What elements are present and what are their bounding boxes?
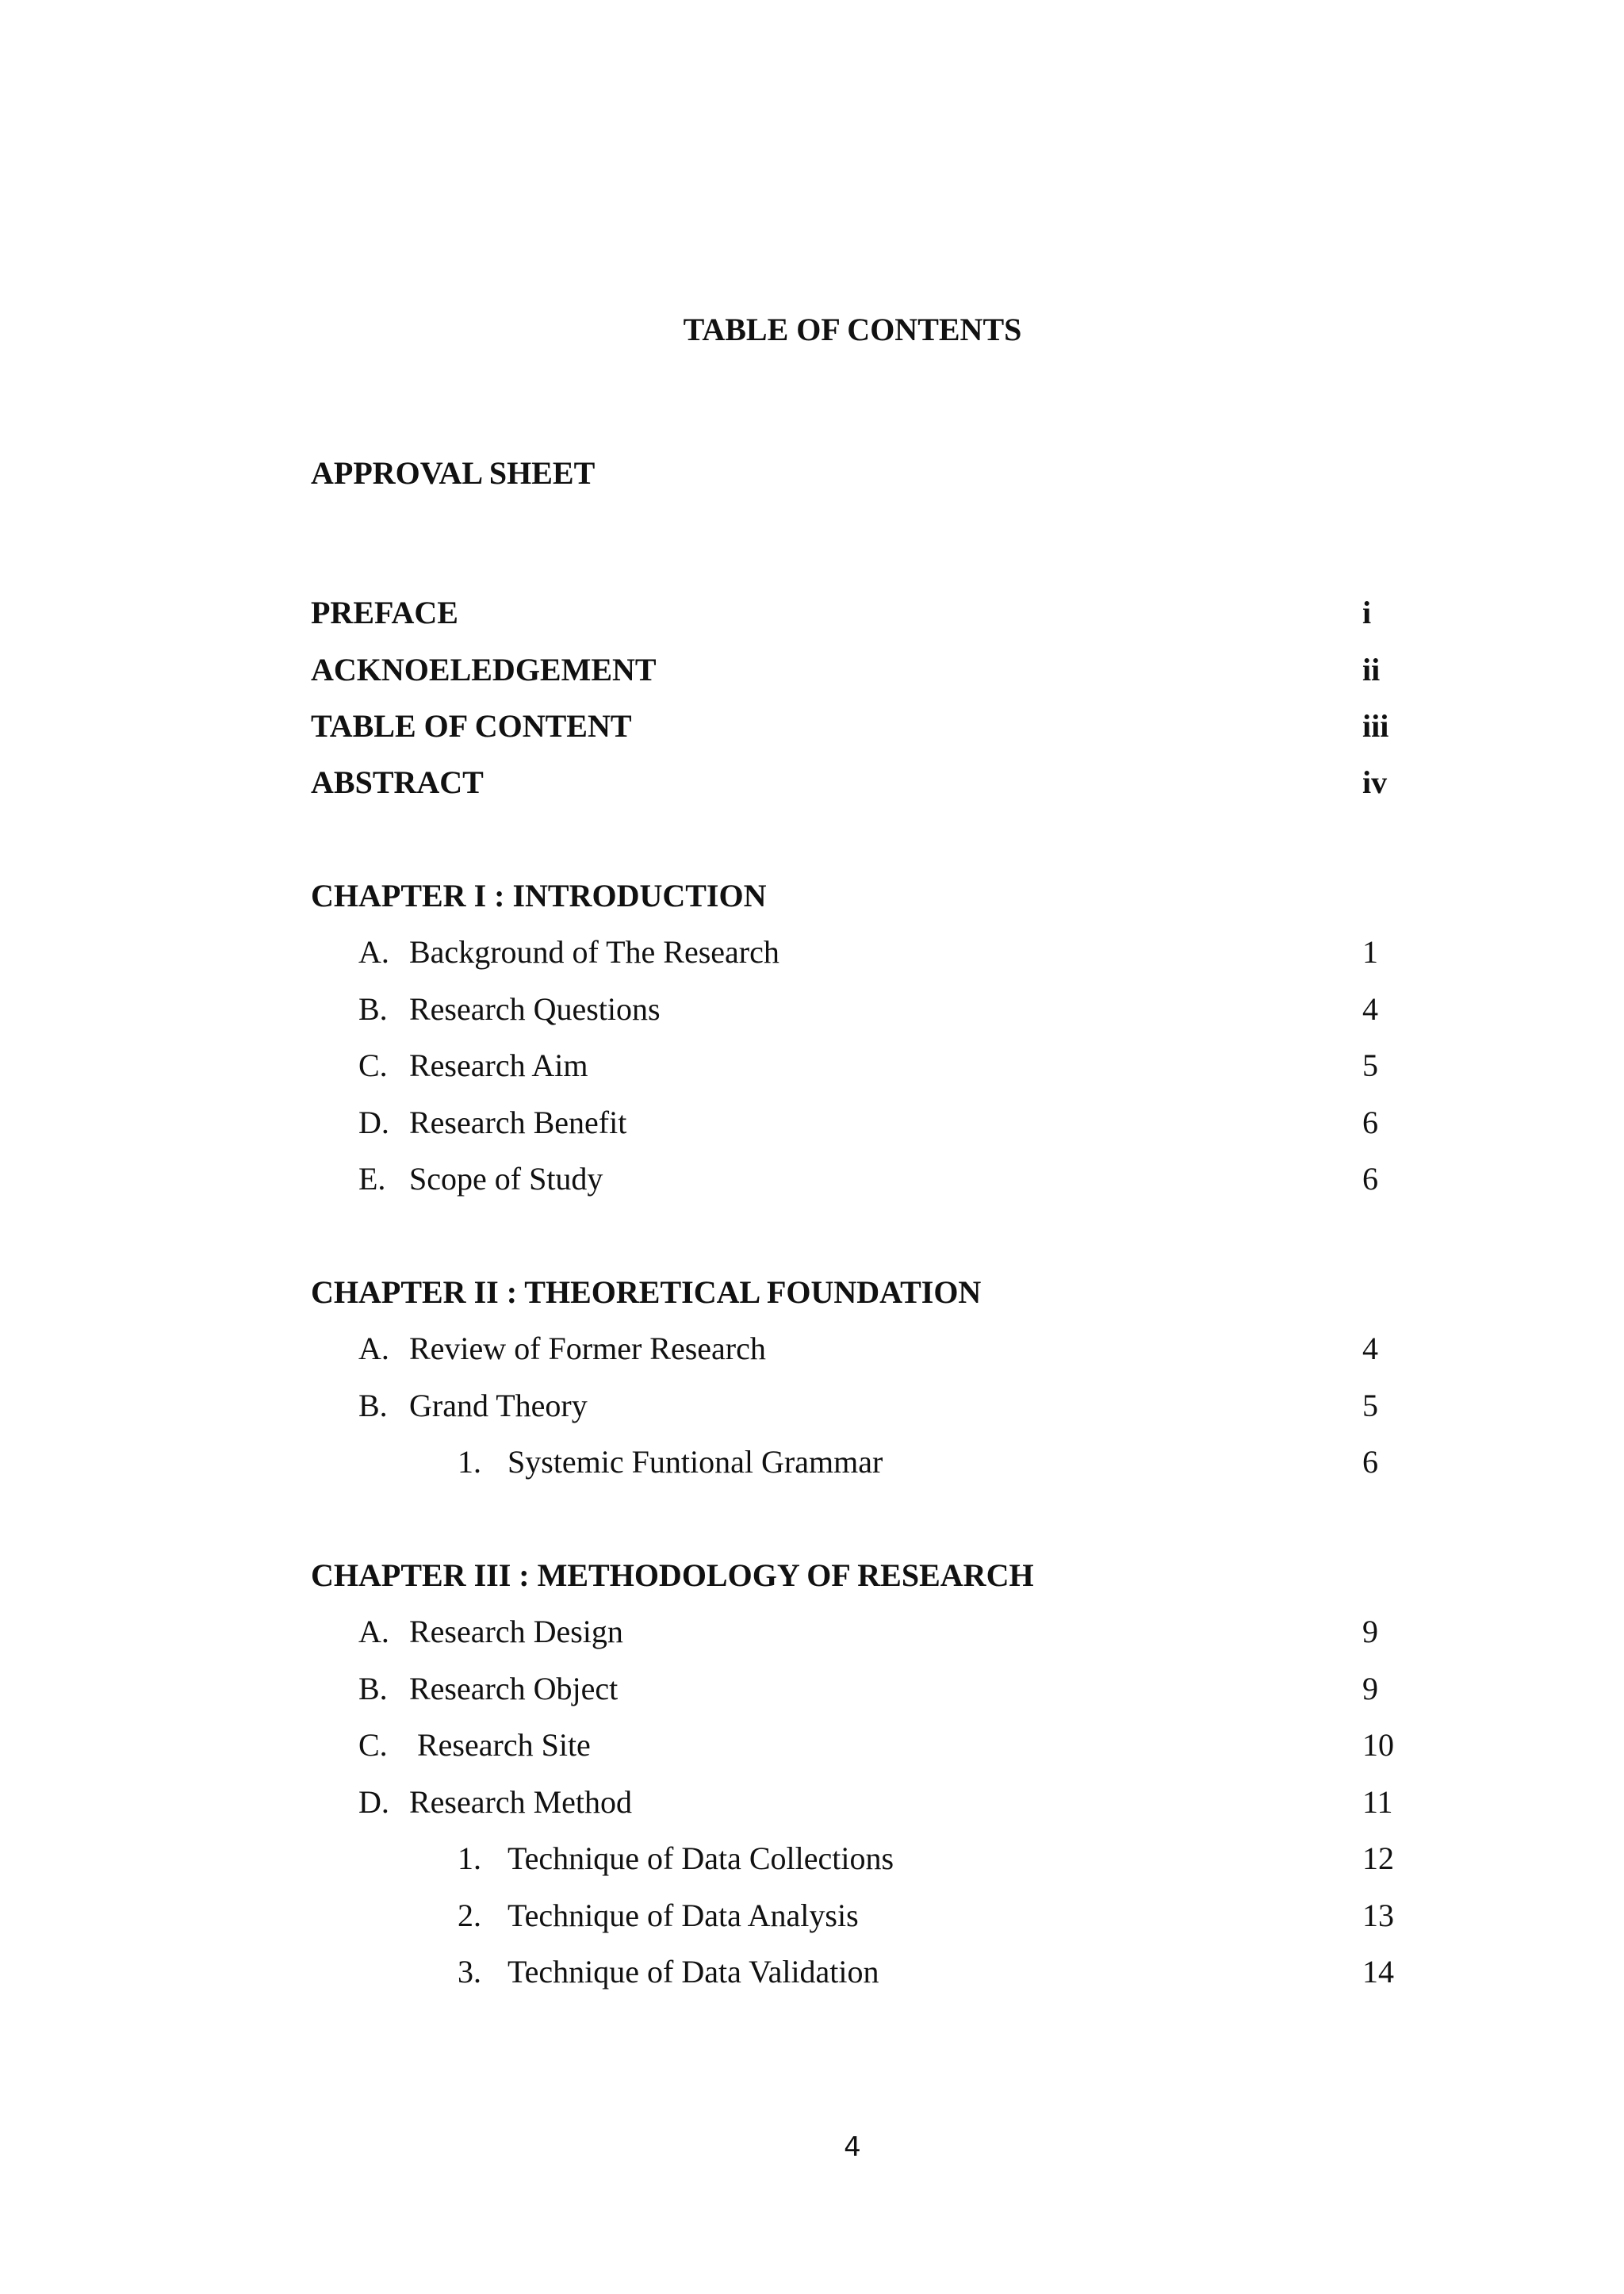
toc-entry[interactable] <box>311 1384 1397 1428</box>
toc-subentry[interactable] <box>311 1894 1397 1938</box>
chapter-heading-label: CHAPTER I : INTRODUCTION <box>311 878 767 913</box>
toc-entry-label: Research Site <box>409 1727 591 1763</box>
toc-entry-abstract[interactable] <box>311 760 1397 805</box>
toc-entry-page: 4 <box>1362 991 1378 1027</box>
toc-entry-label: Review of Former Research <box>409 1331 766 1366</box>
toc-entry-marker: C. <box>358 1727 388 1763</box>
toc-entry-page: 11 <box>1362 1784 1393 1820</box>
toc-entry-page: 6 <box>1362 1105 1378 1140</box>
toc-entry-page: iv <box>1362 764 1388 800</box>
toc-entry-marker: C. <box>358 1047 388 1083</box>
toc-entry[interactable] <box>311 1327 1397 1371</box>
toc-entry-label: TABLE OF CONTENT <box>311 708 632 744</box>
toc-entry-marker: 3. <box>458 1954 481 1990</box>
toc-entry-page: 9 <box>1362 1614 1378 1649</box>
toc-entry-label: ABSTRACT <box>311 764 484 800</box>
toc-entry[interactable] <box>311 1610 1397 1654</box>
toc-entry[interactable] <box>311 930 1397 975</box>
toc-entry-label: APPROVAL SHEET <box>311 455 596 491</box>
toc-entry[interactable] <box>311 1723 1397 1767</box>
toc-entry[interactable] <box>311 1667 1397 1711</box>
toc-entry-label: Technique of Data Validation <box>508 1954 879 1990</box>
toc-entry-label: Research Questions <box>409 991 661 1027</box>
toc-entry-page: 10 <box>1362 1727 1394 1763</box>
toc-entry-marker: 1. <box>458 1840 481 1876</box>
toc-entry-label: Scope of Study <box>409 1161 603 1197</box>
toc-entry-page: ii <box>1362 652 1381 687</box>
toc-entry-page: 5 <box>1362 1047 1378 1083</box>
page-title: TABLE OF CONTENTS <box>683 312 1022 347</box>
toc-entry-marker: A. <box>358 1331 389 1366</box>
chapter-heading-label: CHAPTER II : THEORETICAL FOUNDATION <box>311 1274 982 1310</box>
toc-entry-preface[interactable] <box>311 591 1397 635</box>
toc-entry-marker: A. <box>358 934 389 970</box>
toc-subentry[interactable] <box>311 1440 1397 1484</box>
toc-entry-table-of-content[interactable] <box>311 704 1397 749</box>
chapter-heading-2[interactable] <box>311 1270 1397 1315</box>
toc-entry-label: Technique of Data Analysis <box>508 1898 859 1933</box>
toc-entry-page: i <box>1362 595 1372 630</box>
toc-entry-label: Research Benefit <box>409 1105 627 1140</box>
toc-entry-marker: B. <box>358 991 388 1027</box>
toc-entry[interactable] <box>311 987 1397 1032</box>
toc-entry-marker: B. <box>358 1388 388 1423</box>
toc-entry-label: Research Method <box>409 1784 633 1820</box>
toc-entry-page: 12 <box>1362 1840 1394 1876</box>
toc-entry-marker: D. <box>358 1105 389 1140</box>
toc-entry-page: 6 <box>1362 1161 1378 1197</box>
toc-entry-acknowledgement[interactable] <box>311 648 1397 692</box>
toc-entry-label: Research Object <box>409 1671 619 1706</box>
toc-subentry[interactable] <box>311 1950 1397 1994</box>
toc-entry-page: iii <box>1362 708 1389 744</box>
toc-entry-marker: 1. <box>458 1444 481 1480</box>
toc-entry-page: 5 <box>1362 1388 1378 1423</box>
toc-entry[interactable] <box>311 1101 1397 1145</box>
toc-entry-label: PREFACE <box>311 595 458 630</box>
toc-entry-label: Background of The Research <box>409 934 779 970</box>
toc-entry-label: Research Design <box>409 1614 623 1649</box>
toc-entry-page: 4 <box>1362 1331 1378 1366</box>
toc-entry-label: ACKNOELEDGEMENT <box>311 652 657 687</box>
toc-entry[interactable] <box>311 1044 1397 1088</box>
toc-entry-marker: D. <box>358 1784 389 1820</box>
toc-entry-label: Grand Theory <box>409 1388 588 1423</box>
toc-entry-label: Technique of Data Collections <box>508 1840 894 1876</box>
chapter-heading-3[interactable] <box>311 1553 1397 1598</box>
toc-entry-marker: A. <box>358 1614 389 1649</box>
toc-entry-page: 9 <box>1362 1671 1378 1706</box>
toc-entry[interactable] <box>311 1780 1397 1825</box>
toc-entry-page: 6 <box>1362 1444 1378 1480</box>
toc-subentry[interactable] <box>311 1836 1397 1881</box>
chapter-heading-label: CHAPTER III : METHODOLOGY OF RESEARCH <box>311 1557 1034 1593</box>
toc-entry-approval-sheet[interactable] <box>311 451 1397 496</box>
toc-entry-page: 13 <box>1362 1898 1394 1933</box>
toc-entry-label: Systemic Funtional Grammar <box>508 1444 883 1480</box>
toc-entry-marker: 2. <box>458 1898 481 1933</box>
toc-entry-page: 14 <box>1362 1954 1394 1990</box>
chapter-heading-1[interactable] <box>311 874 1397 918</box>
toc-entry-marker: E. <box>358 1161 386 1197</box>
toc-entry-marker: B. <box>358 1671 388 1706</box>
page-number: 4 <box>844 2131 861 2163</box>
toc-entry[interactable] <box>311 1157 1397 1201</box>
toc-entry-label: Research Aim <box>409 1047 588 1083</box>
toc-entry-page: 1 <box>1362 934 1378 970</box>
